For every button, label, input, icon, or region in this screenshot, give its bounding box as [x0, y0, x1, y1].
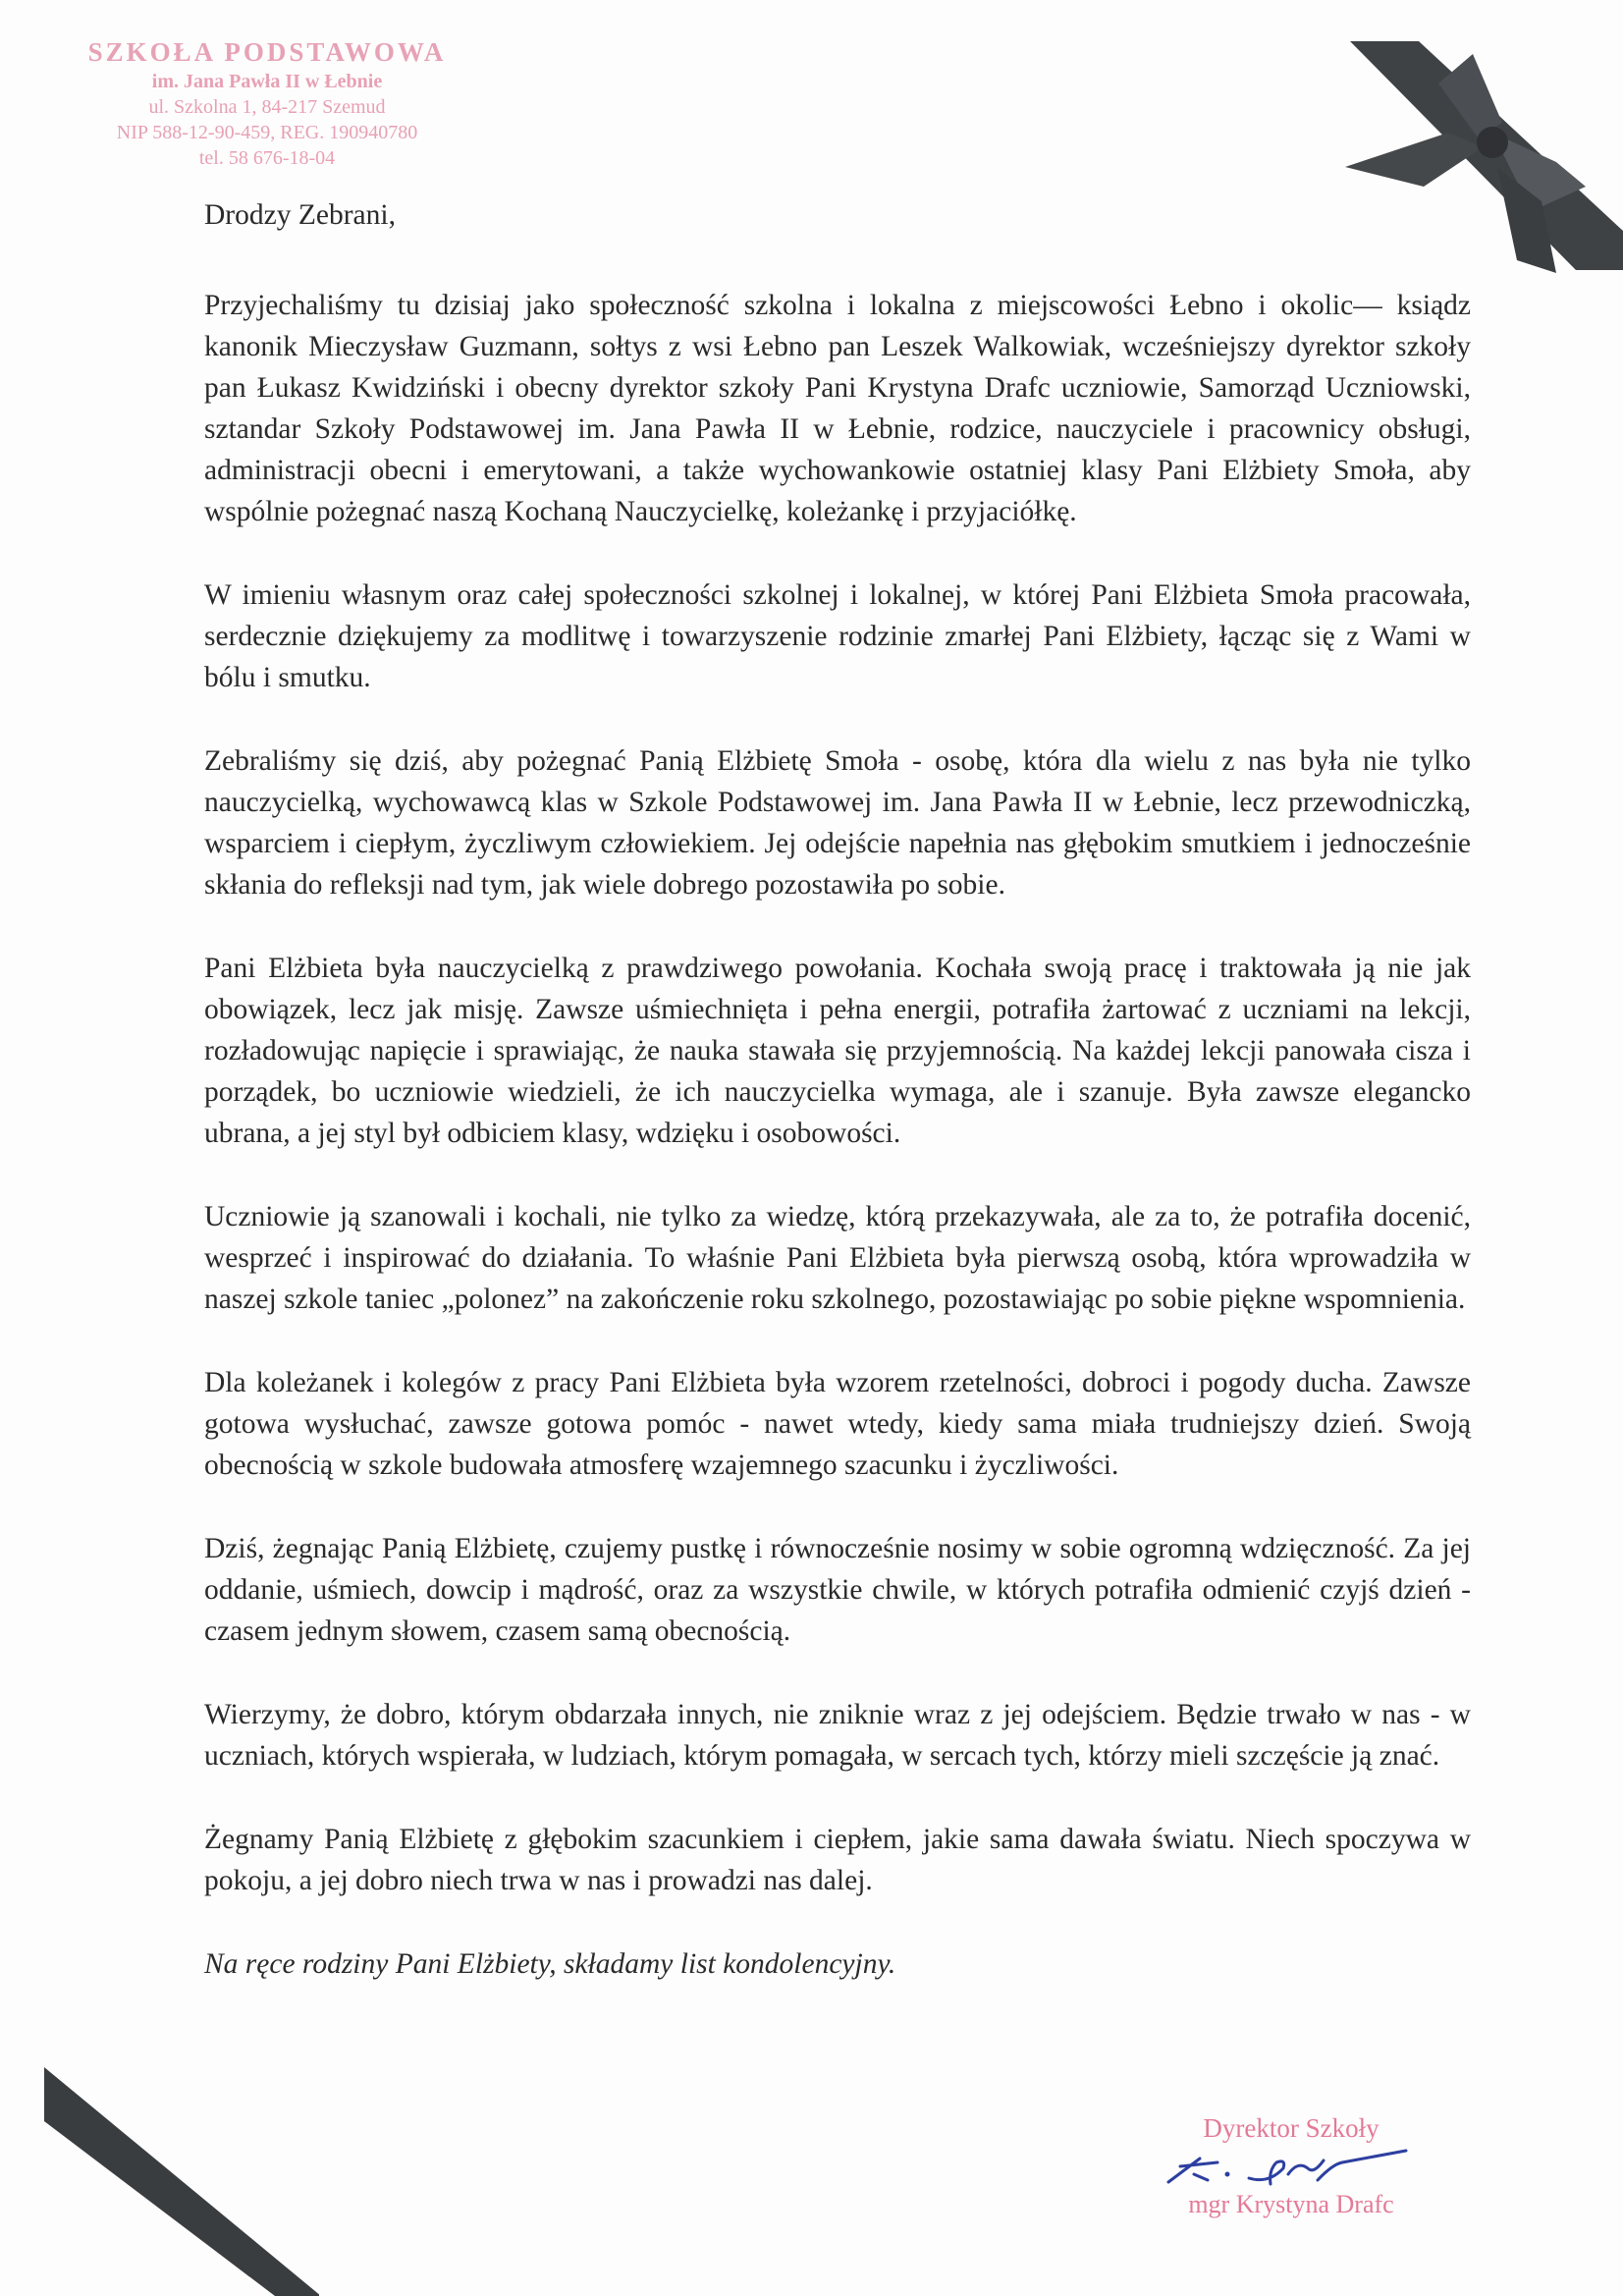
signature-name: mgr Krystyna Drafc [1188, 2190, 1394, 2218]
letter-paragraph-9: Żegnamy Panią Elżbietę z głębokim szacunkiem i ciepłem, jakie sama dawała światu. Niech spoczywa w pokoju, a jej dobro niech trwa w nas i prowadzi nas dalej. [204, 1824, 1471, 1896]
letter-paragraph-3: Zebraliśmy się dziś, aby pożegnać Panią Elżbietę Smoła - osobę, która dla wielu z nas była nie tylko nauczycielką, wychowawcą klas w Szkole Podstawowej im. Jana Pawła II w Łebnie, lecz przewodniczką, wsparciem i ciepłym, życzliwym człowiekiem. Jej odejście napełnia nas głębokim smutkiem i jednocześnie skłania do refleksji nad tym, jak wiele dobrego pozostawiła po sobie. [204, 745, 1471, 901]
stamp-phone: tel. 58 676-18-04 [198, 147, 336, 169]
letter-closing-line: Na ręce rodziny Pani Elżbiety, składamy list kondolencyjny. [204, 1948, 896, 1980]
stamp-tax-ids: NIP 588-12-90-459, REG. 190940780 [116, 122, 418, 143]
handwritten-signature-icon [1139, 2145, 1443, 2190]
mourning-ribbon-strip-icon [44, 2067, 319, 2296]
school-header-stamp [81, 35, 454, 171]
letter-paragraph-4: Pani Elżbieta była nauczycielką z prawdziwego powołania. Kochała swoją pracę i traktowała ją nie jak obowiązek, lecz jak misję. Zawsze uśmiechnięta i pełna energii, potrafiła żartować z uczniami na lekcji, rozładowując napięcie i sprawiając, że nauka stawała się przyjemnością. Na każdej lekcji panowała cisza i porządek, bo uczniowie wiedzieli, że ich nauczycielka wymaga, ale i szanuje. Była zawsze elegancko ubrana, a jej styl był odbiciem klasy, wdzięku i osobowości. [204, 953, 1471, 1149]
letter-paragraph-8: Wierzymy, że dobro, którym obdarzała innych, nie zniknie wraz z jej odejściem. Będzie trwało w nas - w uczniach, których wspierała, w ludziach, którym pomagała, w sercach tych, którzy mieli szczęście ją znać. [204, 1699, 1471, 1772]
signature-title: Dyrektor Szkoły [1203, 2113, 1380, 2143]
letter-paragraph-7: Dziś, żegnając Panią Elżbietę, czujemy pustkę i równocześnie nosimy w sobie ogromną wdzięczność. Za jej oddanie, uśmiech, dowcip i mądrość, oraz za wszystkie chwile, w których potrafiła odmienić czyjś dzień - czasem jednym słowem, czasem samą obecnością. [204, 1533, 1471, 1647]
letter-paragraph-5: Uczniowie ją szanowali i kochali, nie tylko za wiedzę, którą przekazywała, ale za to, że potrafiła docenić, wesprzeć i inspirować do działania. To właśnie Pani Elżbieta była pierwszą osobą, która wprowadziła w naszej szkole taniec „polonez” na zakończenie roku szkolnego, pozostawiając po sobie piękne wspomnienia. [204, 1201, 1471, 1315]
stamp-school-name: SZKOŁA PODSTAWOWA [87, 37, 447, 67]
stamp-address: ul. Szkolna 1, 84-217 Szemud [148, 96, 386, 118]
letter-paragraph-1: Przyjechaliśmy tu dzisiaj jako społeczność szkolna i lokalna z miejscowości Łebno i okolic— ksiądz kanonik Mieczysław Guzmann, sołtys z wsi Łebno pan Leszek Walkowiak, wcześniejszy dyrektor szkoły pan Łukasz Kwidziński i obecny dyrektor szkoły Pani Krystyna Drafc uczniowie, Samorząd Uczniowski, sztandar Szkoły Podstawowej im. Jana Pawła II w Łebnie, rodzice, nauczyciele i pracownicy obsługi, administracji obecni i emerytowani, a także wychowankowie ostatniej klasy Pani Elżbiety Smoła, aby wspólnie pożegnać naszą Kochaną Nauczycielkę, koleżankę i przyjaciółkę. [204, 290, 1471, 527]
letter-greeting: Drodzy Zebrani, [204, 199, 396, 231]
letter-paragraph-6: Dla koleżanek i kolegów z pracy Pani Elżbieta była wzorem rzetelności, dobroci i pogody ducha. Zawsze gotowa wysłuchać, zawsze gotowa pomóc - nawet wtedy, kiedy sama miała trudniejszy dzień. Swoją obecnością w szkole budowała atmosferę wzajemnego szacunku i życzliwości. [204, 1367, 1471, 1481]
letter-body [204, 194, 1471, 2014]
stamp-patron: im. Jana Pawła II w Łebnie [151, 71, 383, 92]
director-signature-block [1139, 2111, 1443, 2219]
letter-paragraph-2: W imieniu własnym oraz całej społeczności szkolnej i lokalnej, w której Pani Elżbieta Smoła pracowała, serdecznie dziękujemy za modlitwę i towarzyszenie rodzinie zmarłej Pani Elżbiety, łącząc się z Wami w bólu i smutku. [204, 579, 1471, 693]
